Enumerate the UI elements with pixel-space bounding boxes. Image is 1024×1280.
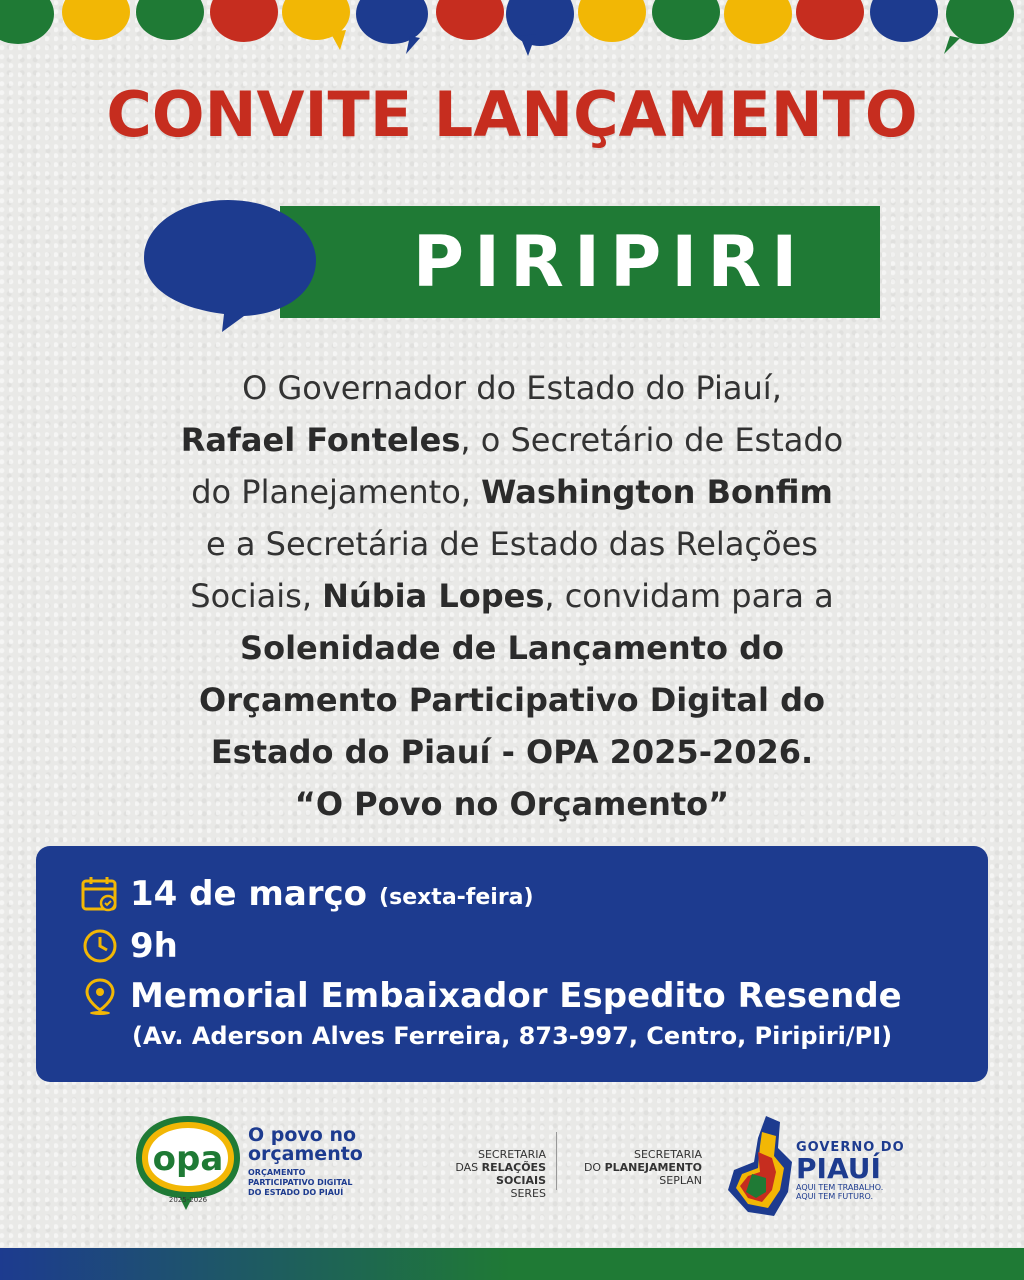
invite-line: Estado do Piauí - OPA 2025-2026. xyxy=(210,733,814,771)
invite-line: e a Secretária de Estado das Relações xyxy=(206,525,818,563)
opa-year: 2025-2026 xyxy=(168,1196,208,1204)
opa-tagline xyxy=(248,1126,368,1198)
event-time: 9h xyxy=(130,926,178,966)
gov-slogan-1: AQUI TEM TRABALHO. xyxy=(796,1183,884,1192)
seplan-line-3: SEPLAN xyxy=(659,1174,702,1187)
event-address: (Av. Aderson Alves Ferreira, 873-997, Centro, Piripiri/PI) xyxy=(132,1022,893,1050)
speech-bubble-icon xyxy=(140,196,320,336)
gov-line-1: GOVERNO DO xyxy=(796,1140,905,1155)
seres-line-2: DAS RELAÇÕES SOCIAIS xyxy=(455,1161,546,1187)
bubble-row xyxy=(0,0,1014,56)
decorative-bubbles xyxy=(0,0,1024,60)
invite-line: Rafael Fonteles, o Secretário de Estado xyxy=(180,421,844,459)
seplan-logo xyxy=(566,1148,702,1187)
opa-tagline-2: orçamento xyxy=(248,1143,363,1165)
event-time-row xyxy=(80,926,178,966)
opa-logo-text: opa xyxy=(152,1139,224,1179)
seres-line-1: SECRETARIA xyxy=(477,1148,546,1161)
calendar-icon xyxy=(80,874,120,914)
event-date: 14 de março xyxy=(130,874,368,914)
invitation-text xyxy=(80,362,944,830)
invite-line: Solenidade de Lançamento do xyxy=(240,629,784,667)
event-place-row xyxy=(80,976,902,1016)
city-banner xyxy=(140,196,885,336)
invite-line: O Governador do Estado do Piauí, xyxy=(242,369,782,407)
invite-line: do Planejamento, Washington Bonfim xyxy=(191,473,833,511)
seres-logo xyxy=(420,1148,546,1200)
footer-logos xyxy=(0,1112,1024,1222)
event-weekday: (sexta-feira) xyxy=(379,884,534,910)
seplan-line-1: SECRETARIA xyxy=(633,1148,702,1161)
event-place: Memorial Embaixador Espedito Resende xyxy=(130,976,902,1016)
bottom-color-bar xyxy=(0,1248,1024,1280)
gov-slogan-2: AQUI TEM FUTURO. xyxy=(796,1192,874,1201)
opa-tagline-3: ORÇAMENTO PARTICIPATIVO DIGITAL DO ESTADO DO PIAUÍ xyxy=(248,1168,353,1197)
seplan-line-2: DO PLANEJAMENTO xyxy=(583,1161,702,1174)
gov-line-2: PIAUÍ xyxy=(796,1152,881,1185)
governo-piaui-logo xyxy=(796,1140,905,1201)
page-title: CONVITE LANÇAMENTO xyxy=(106,78,918,151)
opa-tagline-1: O povo no xyxy=(248,1124,357,1146)
event-date-row xyxy=(80,874,534,914)
location-pin-icon xyxy=(80,976,120,1016)
invite-line: Orçamento Participativo Digital do xyxy=(198,681,825,719)
clock-icon xyxy=(80,926,120,966)
seres-line-3: SERES xyxy=(510,1187,546,1200)
city-name: PIRIPIRI xyxy=(412,221,808,303)
divider xyxy=(556,1132,557,1190)
event-info-box xyxy=(36,846,988,1082)
invite-line: “O Povo no Orçamento” xyxy=(294,785,730,823)
invite-line: Sociais, Núbia Lopes, convidam para a xyxy=(190,577,834,615)
city-bar xyxy=(280,206,880,318)
